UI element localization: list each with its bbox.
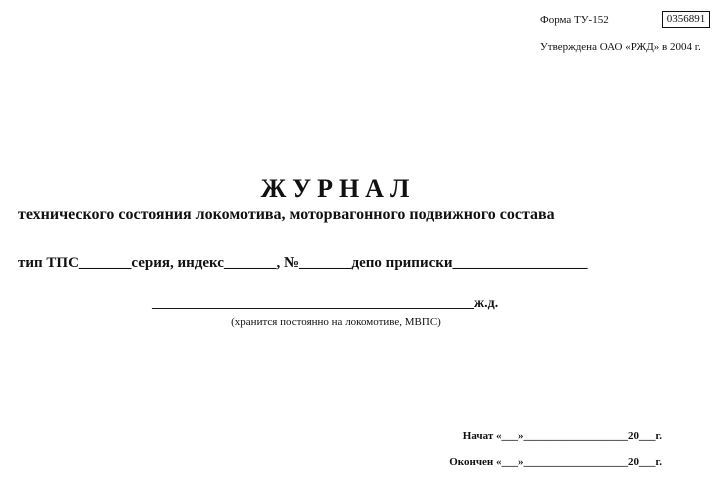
locomotive-type-line: тип ТПС_______серия, индекс_______, №_______депо приписки__________________ — [18, 255, 588, 271]
start-date-line: Начат «___»___________________20___г. — [462, 430, 662, 442]
end-date-line: Окончен «___»___________________20___г. — [449, 456, 662, 468]
approval-note: Утверждена ОАО «РЖД» в 2004 г. — [540, 41, 701, 53]
railway-line: ______________________________________________ж.д. — [152, 296, 499, 311]
serial-number-box: 0356891 — [662, 11, 710, 28]
railway-note: (хранится постоянно на локомотиве, МВПС) — [231, 316, 441, 328]
journal-subtitle: технического состояния локомотива, моторвагонного подвижного состава — [18, 206, 555, 223]
journal-title: ЖУРНАЛ — [260, 174, 416, 203]
form-label: Форма ТУ-152 — [540, 14, 609, 26]
